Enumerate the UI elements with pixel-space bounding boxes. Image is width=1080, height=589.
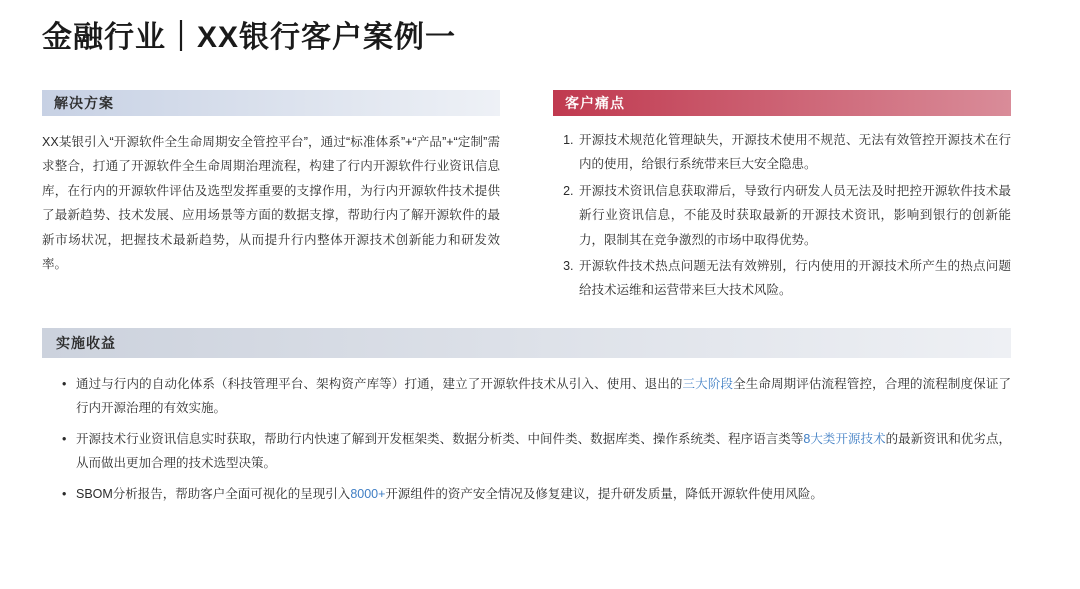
pain-points-header-band xyxy=(553,90,1011,116)
benefit-text-post: 全生命周期评估流程管控，合理的流程制度保证了行内开源治理的有效实施。 xyxy=(76,377,1011,416)
benefits-heading: 实施收益 xyxy=(56,337,116,352)
benefits-section xyxy=(42,328,1011,512)
benefit-text-pre: 通过与行内的自动化体系（科技管理平台、架构资产库等）打通，建立了开源软件技术从引入、使用、退出的 xyxy=(76,377,683,391)
page-title: 金融行业｜XX银行客户案例一 xyxy=(42,21,457,54)
pain-points-heading: 客户痛点 xyxy=(565,97,625,112)
solution-section xyxy=(42,90,500,276)
solution-heading: 解决方案 xyxy=(54,97,114,112)
benefit-text-pre: SBOM分析报告，帮助客户全面可视化的呈现引入 xyxy=(76,486,351,501)
list-item: 2. 开源技术资讯信息获取滞后，导致行内研发人员无法及时把控开源软件技术最新行业资讯信息，不能及时获取最新的开源技术资讯，影响到银行的创新能力，限制其在竞争激烈的市场中取得优势。 xyxy=(577,179,1011,252)
pain-points-section xyxy=(553,90,1011,305)
list-item xyxy=(62,427,1011,476)
benefit-highlight: 8000+ xyxy=(350,486,386,501)
pain-points-list xyxy=(553,128,1011,303)
solution-paragraph: XX某银引入“开源软件全生命周期安全管控平台”，通过“标准体系”+“产品”+“定制”需求整合，打通了开源软件全生命周期治理流程，构建了行内开源软件行业资讯信息库，在行内的开源软件评估及选型发挥重要的支撑作用，为行内开源软件技术提供了最新趋势、技术发展、应用场景等方面的数据支撑，帮助行内了解开源软件的最新市场状况，把握技术最新趋势，从而提升行内整体开源技术创新能力和研发效率。 xyxy=(42,135,500,271)
benefit-highlight: 三大阶段 xyxy=(682,377,734,391)
list-item xyxy=(62,372,1011,421)
benefit-text-pre: 开源技术行业资讯信息实时获取，帮助行内快速了解到开发框架类、数据分析类、中间件类、数据库类、操作系统类、程序语言类等 xyxy=(76,431,804,446)
list-item: 1. 开源技术规范化管理缺失，开源技术使用不规范、无法有效管控开源技术在行内的使用，给银行系统带来巨大安全隐患。 xyxy=(577,128,1011,177)
benefits-list xyxy=(42,372,1011,506)
list-item: 3. 开源软件技术热点问题无法有效辨别，行内使用的开源技术所产生的热点问题给技术运维和运营带来巨大技术风险。 xyxy=(577,254,1011,303)
benefit-text-post: 开源组件的资产安全情况及修复建议，提升研发质量，降低开源软件使用风险。 xyxy=(385,486,823,501)
benefits-header-band xyxy=(42,328,1011,358)
list-item xyxy=(62,482,1011,506)
benefit-highlight: 8大类开源技术 xyxy=(803,431,886,446)
benefit-text-post: 的最新资讯和优劣点，从而做出更加合理的技术选型决策。 xyxy=(76,431,1011,471)
solution-header-band xyxy=(42,90,500,116)
